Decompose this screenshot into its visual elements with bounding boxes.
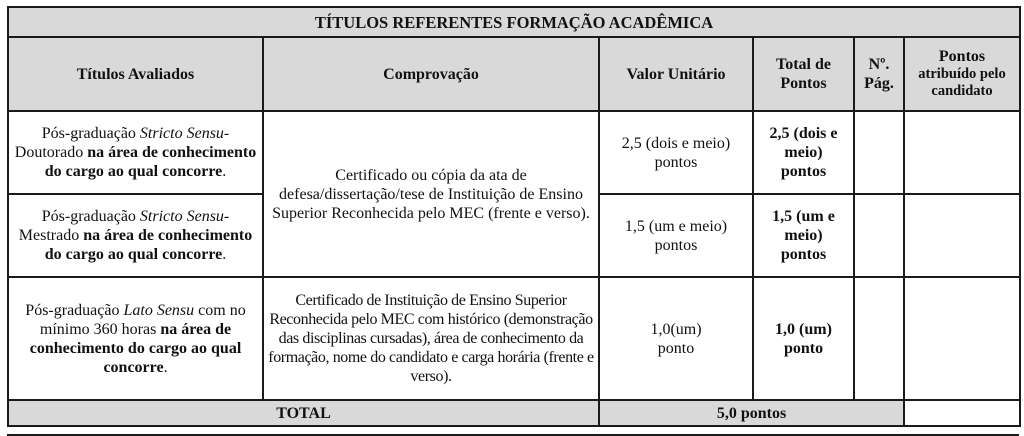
titulo-bold: na área de conhecimento do cargo ao qual concorre <box>44 144 257 180</box>
titulo-end: . <box>222 163 227 180</box>
valor-unitario-lato-sensu: 1,0(um) ponto <box>599 277 753 400</box>
titulo-mid: - Mestrado <box>18 208 230 244</box>
table-row <box>8 277 1020 400</box>
header-total-pontos <box>753 37 854 111</box>
header-num-pag-line1: Nº. <box>868 56 890 73</box>
header-valor-unitario: Valor Unitário <box>599 37 753 111</box>
valor-unitario-mestrado: 1,5 (um e meio) pontos <box>599 194 753 277</box>
titulo-prefix: Pós-graduação <box>25 301 124 319</box>
total-label: TOTAL <box>8 400 599 426</box>
header-total-pontos-line1: Total de <box>776 56 831 73</box>
total-candidato[interactable] <box>904 400 1020 426</box>
total-pontos-mestrado: 1,5 (um e meio) pontos <box>753 194 854 277</box>
header-pontos-candidato <box>904 37 1020 111</box>
table-row <box>8 111 1020 194</box>
titulo-doutorado <box>8 111 263 194</box>
header-pontos-candidato-line1: Pontos <box>938 48 986 65</box>
header-num-pag <box>854 37 904 111</box>
valor-unitario-doutorado: 2,5 (dois e meio) pontos <box>599 111 753 194</box>
titulo-prefix: Pós-graduação <box>41 125 140 142</box>
header-total-pontos-line2: Pontos <box>780 75 827 92</box>
total-value: 5,0 pontos <box>599 400 904 426</box>
pontos-candidato-doutorado[interactable] <box>904 111 1020 194</box>
header-pontos-candidato-line2: atribuído pelo <box>918 66 1006 82</box>
header-titulos-avaliados: Títulos Avaliados <box>8 37 263 111</box>
num-pag-mestrado[interactable] <box>854 194 904 277</box>
total-row <box>8 400 1020 426</box>
titulo-lato-sensu <box>8 277 263 400</box>
titulo-mid: com no mínimo 360 horas <box>39 301 246 338</box>
total-pontos-lato-sensu: 1,0 (um) ponto <box>753 277 854 400</box>
pontos-candidato-mestrado[interactable] <box>904 194 1020 277</box>
titulo-mid: - Doutorado <box>14 125 230 161</box>
table-title: TÍTULOS REFERENTES FORMAÇÃO ACADÊMICA <box>8 7 1020 37</box>
title-row <box>8 7 1020 37</box>
pontos-candidato-lato-sensu[interactable] <box>904 277 1020 400</box>
titulo-italic: Stricto Sensu <box>139 125 224 142</box>
header-num-pag-line2: Pág. <box>864 75 894 92</box>
num-pag-doutorado[interactable] <box>854 111 904 194</box>
header-row <box>8 37 1020 111</box>
titulo-end: . <box>222 246 227 263</box>
titulo-bold: na área de conhecimento do cargo ao qual concorre <box>29 320 242 376</box>
comprovacao-lato-sensu: Certificado de Instituição de Ensino Superior Reconhecida pelo MEC com histórico (demonstração das disciplinas cursadas), área de conhecimento da formação, nome do candidato e carga horária (frente e verso). <box>263 277 599 400</box>
titulo-bold: na área de conhecimento do cargo ao qual concorre <box>44 227 253 263</box>
header-pontos-candidato-line3: candidato <box>931 83 993 99</box>
titulo-italic: Stricto Sensu <box>139 208 224 225</box>
titulos-formacao-table <box>7 6 1021 427</box>
titulo-prefix: Pós-graduação <box>41 208 140 225</box>
total-pontos-doutorado: 2,5 (dois e meio) pontos <box>753 111 854 194</box>
num-pag-lato-sensu[interactable] <box>854 277 904 400</box>
titulo-italic: Lato Sensu <box>123 301 195 319</box>
titulo-mestrado <box>8 194 263 277</box>
titulo-end: . <box>163 358 168 376</box>
comprovacao-stricto-sensu: Certificado ou cópia da ata de defesa/dissertação/tese de Instituição de Ensino Superior Reconhecida pelo MEC (frente e verso). <box>263 111 599 277</box>
header-comprovacao: Comprovação <box>263 37 599 111</box>
